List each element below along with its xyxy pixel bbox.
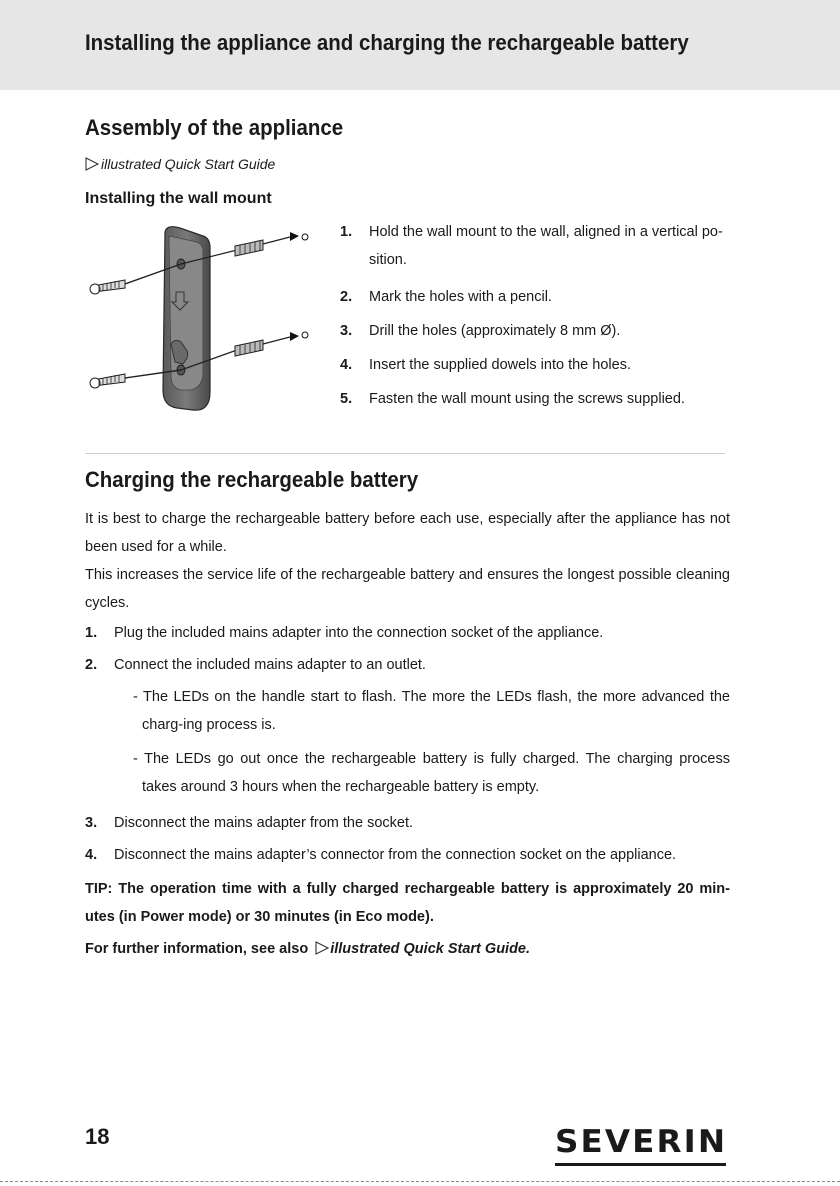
page-trim-line bbox=[0, 1181, 840, 1182]
step-number: 3. bbox=[85, 815, 98, 831]
list-item bbox=[340, 218, 730, 274]
step-text: Insert the supplied dowels into the holes. bbox=[369, 357, 631, 373]
screw-bottom bbox=[90, 374, 125, 388]
further-info-prefix: For further information, see also bbox=[85, 941, 309, 957]
charging-heading: Charging the rechargeable battery bbox=[85, 467, 419, 492]
tip-note: TIP: The operation time with a fully charged rechargeable battery is approximately 20 min-utes (in Power mode) or 30 minutes (in Eco mode). bbox=[85, 881, 730, 925]
step-text: Hold the wall mount to the wall, aligned in a vertical po-sition. bbox=[369, 224, 723, 268]
page-number: 18 bbox=[85, 1124, 110, 1149]
list-item bbox=[85, 839, 730, 871]
list-item bbox=[85, 617, 730, 649]
wall-mount-steps bbox=[340, 218, 730, 416]
charging-body bbox=[85, 505, 730, 963]
step-number: 3. bbox=[340, 323, 353, 339]
dowel-top bbox=[235, 240, 263, 256]
wall-mount-subheading: Installing the wall mount bbox=[85, 190, 272, 207]
triangle-pointer-icon bbox=[85, 157, 99, 171]
step-text: Plug the included mains adapter into the connection socket of the appliance. bbox=[114, 625, 604, 641]
page-header-title: Installing the appliance and charging the rechargeable battery bbox=[85, 30, 689, 55]
severin-logo: SEVERIN bbox=[555, 1124, 728, 1160]
step-text: Drill the holes (approximately 8 mm Ø). bbox=[369, 323, 621, 339]
step-number: 1. bbox=[85, 625, 98, 641]
further-info bbox=[85, 935, 730, 963]
quick-start-guide-link[interactable]: illustrated Quick Start Guide. bbox=[330, 941, 531, 957]
wall-mount-illustration bbox=[85, 222, 320, 417]
list-item bbox=[85, 807, 730, 839]
assembly-heading: Assembly of the appliance bbox=[85, 115, 344, 140]
list-item bbox=[85, 649, 730, 681]
logo-underline bbox=[555, 1163, 726, 1166]
step-text: Disconnect the mains adapter’s connector from the connection socket on the appliance. bbox=[114, 847, 677, 863]
list-item bbox=[340, 280, 730, 314]
triangle-pointer-icon bbox=[315, 941, 329, 955]
quick-start-reference-label: illustrated Quick Start Guide bbox=[101, 156, 276, 172]
step-text: Connect the included mains adapter to an outlet. bbox=[114, 657, 426, 673]
list-item bbox=[340, 348, 730, 382]
dowel-bottom bbox=[235, 340, 263, 356]
led-flash-note: - The LEDs on the handle start to flash. The more the LEDs flash, the more advanced the charg-ing process is. bbox=[133, 689, 730, 733]
step-number: 2. bbox=[340, 289, 353, 305]
step-number: 4. bbox=[85, 847, 98, 863]
step-number: 4. bbox=[340, 357, 353, 373]
step-text: Disconnect the mains adapter from the socket. bbox=[114, 815, 414, 831]
step-text: Mark the holes with a pencil. bbox=[369, 289, 552, 305]
step-number: 5. bbox=[340, 391, 353, 407]
quick-start-reference bbox=[85, 156, 275, 172]
charging-benefit-paragraph: This increases the service life of the rechargeable battery and ensures the longest possible cleaning cycles. bbox=[85, 567, 730, 611]
step-number: 1. bbox=[340, 224, 353, 240]
section-divider bbox=[85, 453, 725, 454]
list-item bbox=[340, 314, 730, 348]
charging-intro-paragraph: It is best to charge the rechargeable battery before each use, especially after the appliance has not been used for a while. bbox=[85, 511, 730, 555]
led-off-note: - The LEDs go out once the rechargeable battery is fully charged. The charging process takes around 3 hours when the rechargeable battery is empty. bbox=[133, 751, 730, 795]
list-item bbox=[340, 382, 730, 416]
step-text: Fasten the wall mount using the screws supplied. bbox=[369, 391, 685, 407]
screw-top bbox=[90, 280, 125, 294]
step-number: 2. bbox=[85, 657, 98, 673]
